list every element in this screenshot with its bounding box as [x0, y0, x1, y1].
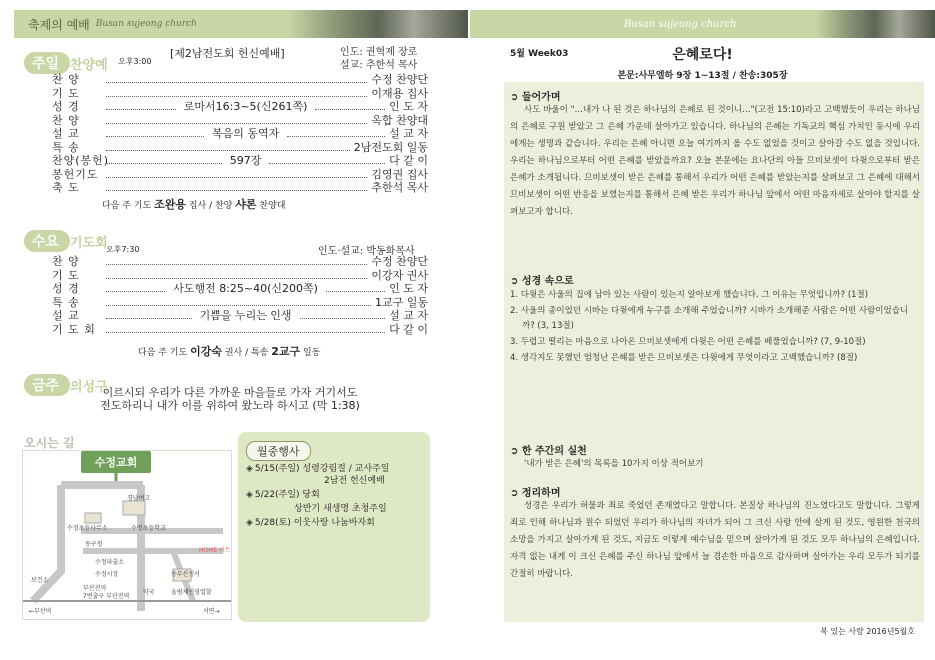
map-label-mart: HOME 마트 [199, 547, 231, 554]
dot-leader [106, 185, 367, 191]
dot-leader [287, 131, 385, 137]
diamond-icon: ◈ [246, 490, 253, 500]
section-practice-title: ➲ 한 주간의 실천 [510, 446, 587, 457]
order-detail: 597장 [229, 154, 262, 167]
order-row [52, 128, 428, 140]
order-detail: 기쁨을 누리는 인생 [199, 309, 292, 322]
dot-leader [300, 313, 386, 319]
sunday-pill-suffix: 찬양예 [70, 58, 108, 73]
lesson-title: 은혜로다! [672, 47, 733, 63]
order-row [52, 155, 428, 167]
map-label-east-office: 동부산정서 [171, 571, 200, 578]
dot-leader [106, 118, 367, 124]
order-label: 찬 양 [52, 73, 80, 86]
left-header-brand: Busan sujeong church [95, 19, 197, 29]
next-special-role: 일동 [303, 348, 321, 358]
map-label-pharmacy: 약국 [143, 589, 155, 596]
sunday-next-prayer [102, 196, 285, 212]
dot-leader [106, 300, 371, 306]
section-bible-questions [510, 288, 920, 367]
event-item: ◈ 5/15(주일) 성령강림절 / 교사주일 [246, 464, 390, 474]
order-detail: 복음의 동역자 [211, 127, 280, 140]
dot-leader [106, 313, 192, 319]
order-row [52, 115, 428, 127]
order-label: 설 교 [52, 127, 80, 140]
church-name: 수정교회 [94, 456, 138, 469]
order-person: 수정 찬양단 [371, 73, 428, 86]
order-row [52, 324, 428, 336]
header-photo [288, 10, 468, 38]
dot-leader [106, 145, 350, 151]
order-label: 기 도 회 [52, 322, 96, 336]
wednesday-host: 인도·설교: 박동화목사 [318, 246, 415, 257]
order-label: 설 교 [52, 309, 80, 322]
order-person: 추한석 목사 [371, 181, 428, 194]
next-prayer-label: 다음 주 기도 [138, 348, 188, 358]
order-person: 설 교 자 [389, 127, 429, 140]
section-summary-title: ➲ 정리하며 [510, 488, 561, 499]
next-prayer-role: 집사 / 찬양 [188, 201, 233, 211]
order-person: 설 교 자 [389, 309, 429, 322]
order-detail: 사도행전 8:25~40(신200쪽) [173, 282, 318, 295]
order-row [52, 142, 428, 154]
next-praise-role: 찬양대 [259, 201, 286, 211]
sunday-host-line1: 인도: 권혁제 장로 [340, 47, 418, 58]
map-label-police: 수정파출소 [95, 559, 124, 566]
order-row [52, 270, 428, 282]
order-person: 이강자 권사 [371, 268, 428, 282]
directions-map [22, 450, 232, 620]
event-sub: 상반기 새생명 초청주일 [294, 504, 387, 514]
event-sub: 2남전 헌신예배 [324, 476, 385, 486]
order-detail: 로마서16:3~5(신261쪽) [183, 100, 308, 113]
order-person: 2남전도회 일동 [353, 140, 428, 154]
order-row [52, 74, 428, 86]
dot-leader [106, 273, 367, 279]
weekly-verse [60, 386, 400, 412]
question-item: 2. 사울의 종이었던 시바는 다윗에게 누구를 소개해 주었습니까? 시바가 소개해준 사람은 어떤 사람이었습니까? (3, 13절) [510, 306, 909, 331]
map-label-busan-station: ←부산역 [29, 608, 52, 615]
order-row [52, 297, 428, 309]
section-bible-title: ➲ 성경 속으로 [510, 276, 574, 287]
verse-pill-suffix: 의성구 [70, 380, 108, 395]
order-label: 성 경 [52, 282, 80, 295]
lesson-subtitle: 본문:사무엘하 9장 1~13절 / 찬송:305장 [617, 71, 788, 81]
dot-leader [106, 91, 367, 97]
event-item: ◈ 5/22(주일) 당회 [246, 490, 320, 500]
verse-line-1: 이르시되 우리가 다른 가까운 마을들로 가자 거기서도 [102, 386, 358, 399]
order-row [52, 101, 428, 113]
footer-source: 복 있는 사람 2016년5월호 [820, 627, 915, 636]
dot-leader [106, 259, 367, 265]
order-label: 기 도 [52, 86, 80, 100]
map-label-health: 보건소 [31, 577, 49, 584]
map-label-school: 경남여고 [127, 495, 151, 502]
order-row [52, 310, 428, 322]
order-person: 수정 찬양단 [371, 255, 428, 268]
question-item: 1. 다윗은 사울의 집에 남아 있는 사람이 있는지 알아보게 했습니다. 그 이유는 무엇입니까? (1절) [510, 290, 869, 300]
question-item: 4. 생각지도 못했던 엄청난 은혜를 받은 므비보셋은 다윗에게 무엇이라고 고백했습니까? (8절) [510, 353, 858, 363]
order-row [52, 169, 428, 181]
map-label-business: 울림체인영업할 [171, 589, 212, 596]
wednesday-time: 오후7:30 [106, 245, 140, 254]
map-label-station: 부산진역 [83, 585, 107, 592]
order-label: 축 도 [52, 181, 80, 194]
dot-leader [106, 286, 165, 292]
order-person: 다 같 이 [389, 322, 428, 336]
dot-leader [106, 327, 385, 333]
monthly-events [238, 432, 430, 622]
order-label: 봉헌기도 [52, 167, 99, 181]
order-label: 찬 양 [52, 255, 80, 268]
dot-leader [315, 104, 385, 110]
order-person: 1교구 일동 [375, 295, 428, 309]
order-person: 다 같 이 [389, 154, 428, 167]
order-row [52, 182, 428, 194]
next-prayer-role: 권사 / 특송 [224, 348, 269, 358]
section-intro-title: ➲ 들어가며 [510, 92, 561, 103]
dot-leader [106, 172, 367, 178]
section-practice-body: '내가 받은 은혜'의 목록을 10가지 이상 적어보기 [524, 459, 704, 469]
map-label-exit: 7번출구 부산진역 [83, 593, 130, 600]
map-label-office: 수정초등사무소 [67, 525, 108, 532]
header-photo [815, 10, 935, 38]
map-label-market: 수정시장 [95, 571, 119, 578]
sunday-host-line2: 설교: 추한석 목사 [340, 60, 418, 71]
order-person: 인 도 자 [389, 100, 429, 113]
wednesday-pill-label: 수요 [32, 234, 60, 250]
order-person: 이재용 집사 [371, 86, 428, 100]
order-person: 인 도 자 [389, 282, 428, 295]
right-header-brand: Busan sujeong church [624, 18, 737, 30]
next-prayer-name: 이강숙 [190, 345, 222, 358]
order-label: 성 경 [52, 100, 80, 113]
order-label: 찬양(봉헌) [52, 154, 110, 167]
sunday-pill [24, 52, 70, 74]
wednesday-pill-suffix: 기도회 [70, 236, 108, 251]
right-header [470, 10, 935, 38]
order-person: 김영권 집사 [371, 167, 428, 181]
diamond-icon: ◈ [246, 518, 253, 528]
right-page [470, 0, 935, 660]
wednesday-next-prayer [138, 343, 320, 359]
dot-leader [106, 158, 222, 164]
question-item: 3. 두렵고 떨리는 마음으로 나아온 므비보셋에게 다윗은 어떤 은혜를 베풀었습니까? (7, 9-10절) [510, 337, 866, 347]
order-row [52, 88, 428, 100]
order-row [52, 283, 428, 295]
verse-line-2: 전도하리니 내가 이를 위하여 왔노라 하시고 (막 1:38) [100, 399, 360, 412]
map-title: 오시는 길 [24, 436, 75, 450]
wednesday-pill [24, 230, 70, 252]
dot-leader [106, 104, 176, 110]
event-item: ◈ 5/28(토) 이웃사랑 나눔바자회 [246, 518, 375, 528]
order-person: 옥합 찬양대 [371, 113, 428, 127]
order-row [52, 256, 428, 268]
sunday-service-title: [제2남전도회 헌신예배] [170, 47, 285, 60]
next-special-name: 2교구 [271, 345, 301, 358]
map-label-seomyeon: 서면→ [203, 608, 220, 615]
left-header [14, 10, 468, 38]
dot-leader [269, 158, 385, 164]
order-label: 찬 양 [52, 113, 80, 127]
sunday-pill-label: 주일 [32, 56, 60, 72]
events-title: 월중행사 [246, 441, 311, 461]
map-label-elementary: 수정초등학교 [131, 525, 166, 532]
next-prayer-name: 조완용 [154, 198, 186, 211]
map-label-district: 동구청 [85, 541, 103, 548]
order-label: 특 송 [52, 295, 80, 309]
next-prayer-label: 다음 주 기도 [102, 201, 152, 211]
sunday-time: 오후3:00 [118, 57, 152, 66]
dot-leader [106, 77, 367, 83]
next-praise-name: 샤론 [235, 198, 257, 211]
section-intro-body: 사도 바울이 "…내가 나 된 것은 하나님의 은혜로 된 것이니…"(고전 15:10)라고 고백했듯이 우리는 하나님의 은혜로 구원 받았고 그 은혜 가운데 살아가고 있습니다. 하나님의 은혜는 기독교의 핵심 가치인 동시에 우리에게는 생명과 같습니다. 우리는 은혜 아니면 오늘 여기까지 올 수도 없었을 것이고 살아갈 수도 없을 것입니다. 우리는 하나님으로부터 어떤 은혜를 받았을까요? 오늘 본문에는 요나단의 아들 므비보셋이 다윗으로부터 받은 은혜가 소개됩니다. 므비보셋이 받은 은혜를 통해서 우리가 어떤 은혜를 받았는지를 살펴보고 그 은혜에 대해서 므비보셋이 어떤 반응을 보였는지를 통해서 은혜 받은 우리가 하나님 앞에서 어떤 마음자세로 살아야 할지를 살펴보고자 합니다. [510, 105, 920, 217]
section-summary-body: 성경은 우리가 허물과 죄로 죽었던 존재였다고 말합니다. 본질상 하나님의 진노였다고도 말합니다. 그렇게 죄로 인해 하나님과 원수 되었던 우리가 하나님의 자녀가 되어 그 크신 사랑 안에 살게 된 것도, 영원한 천국의 소망을 가지고 살아가게 된 것도, 지금도 이렇게 예수님을 믿으며 살아가게 된 것도 모두 하나님의 은혜입니다. 자격 없는 내게 이 크신 은혜를 주신 하나님 앞에서 늘 겸손한 마음으로 감사하며 살아가는 우리 모두가 되기를 간절히 바랍니다. [510, 501, 920, 579]
week-label: 5월 Week03 [510, 49, 569, 59]
diamond-icon: ◈ [246, 464, 253, 474]
left-header-title: 축제의 예배 [28, 17, 90, 32]
verse-pill-label: 금주 [32, 378, 60, 394]
order-label: 특 송 [52, 140, 80, 154]
dot-leader [106, 131, 204, 137]
dot-leader [326, 286, 385, 292]
order-label: 기 도 [52, 268, 80, 282]
